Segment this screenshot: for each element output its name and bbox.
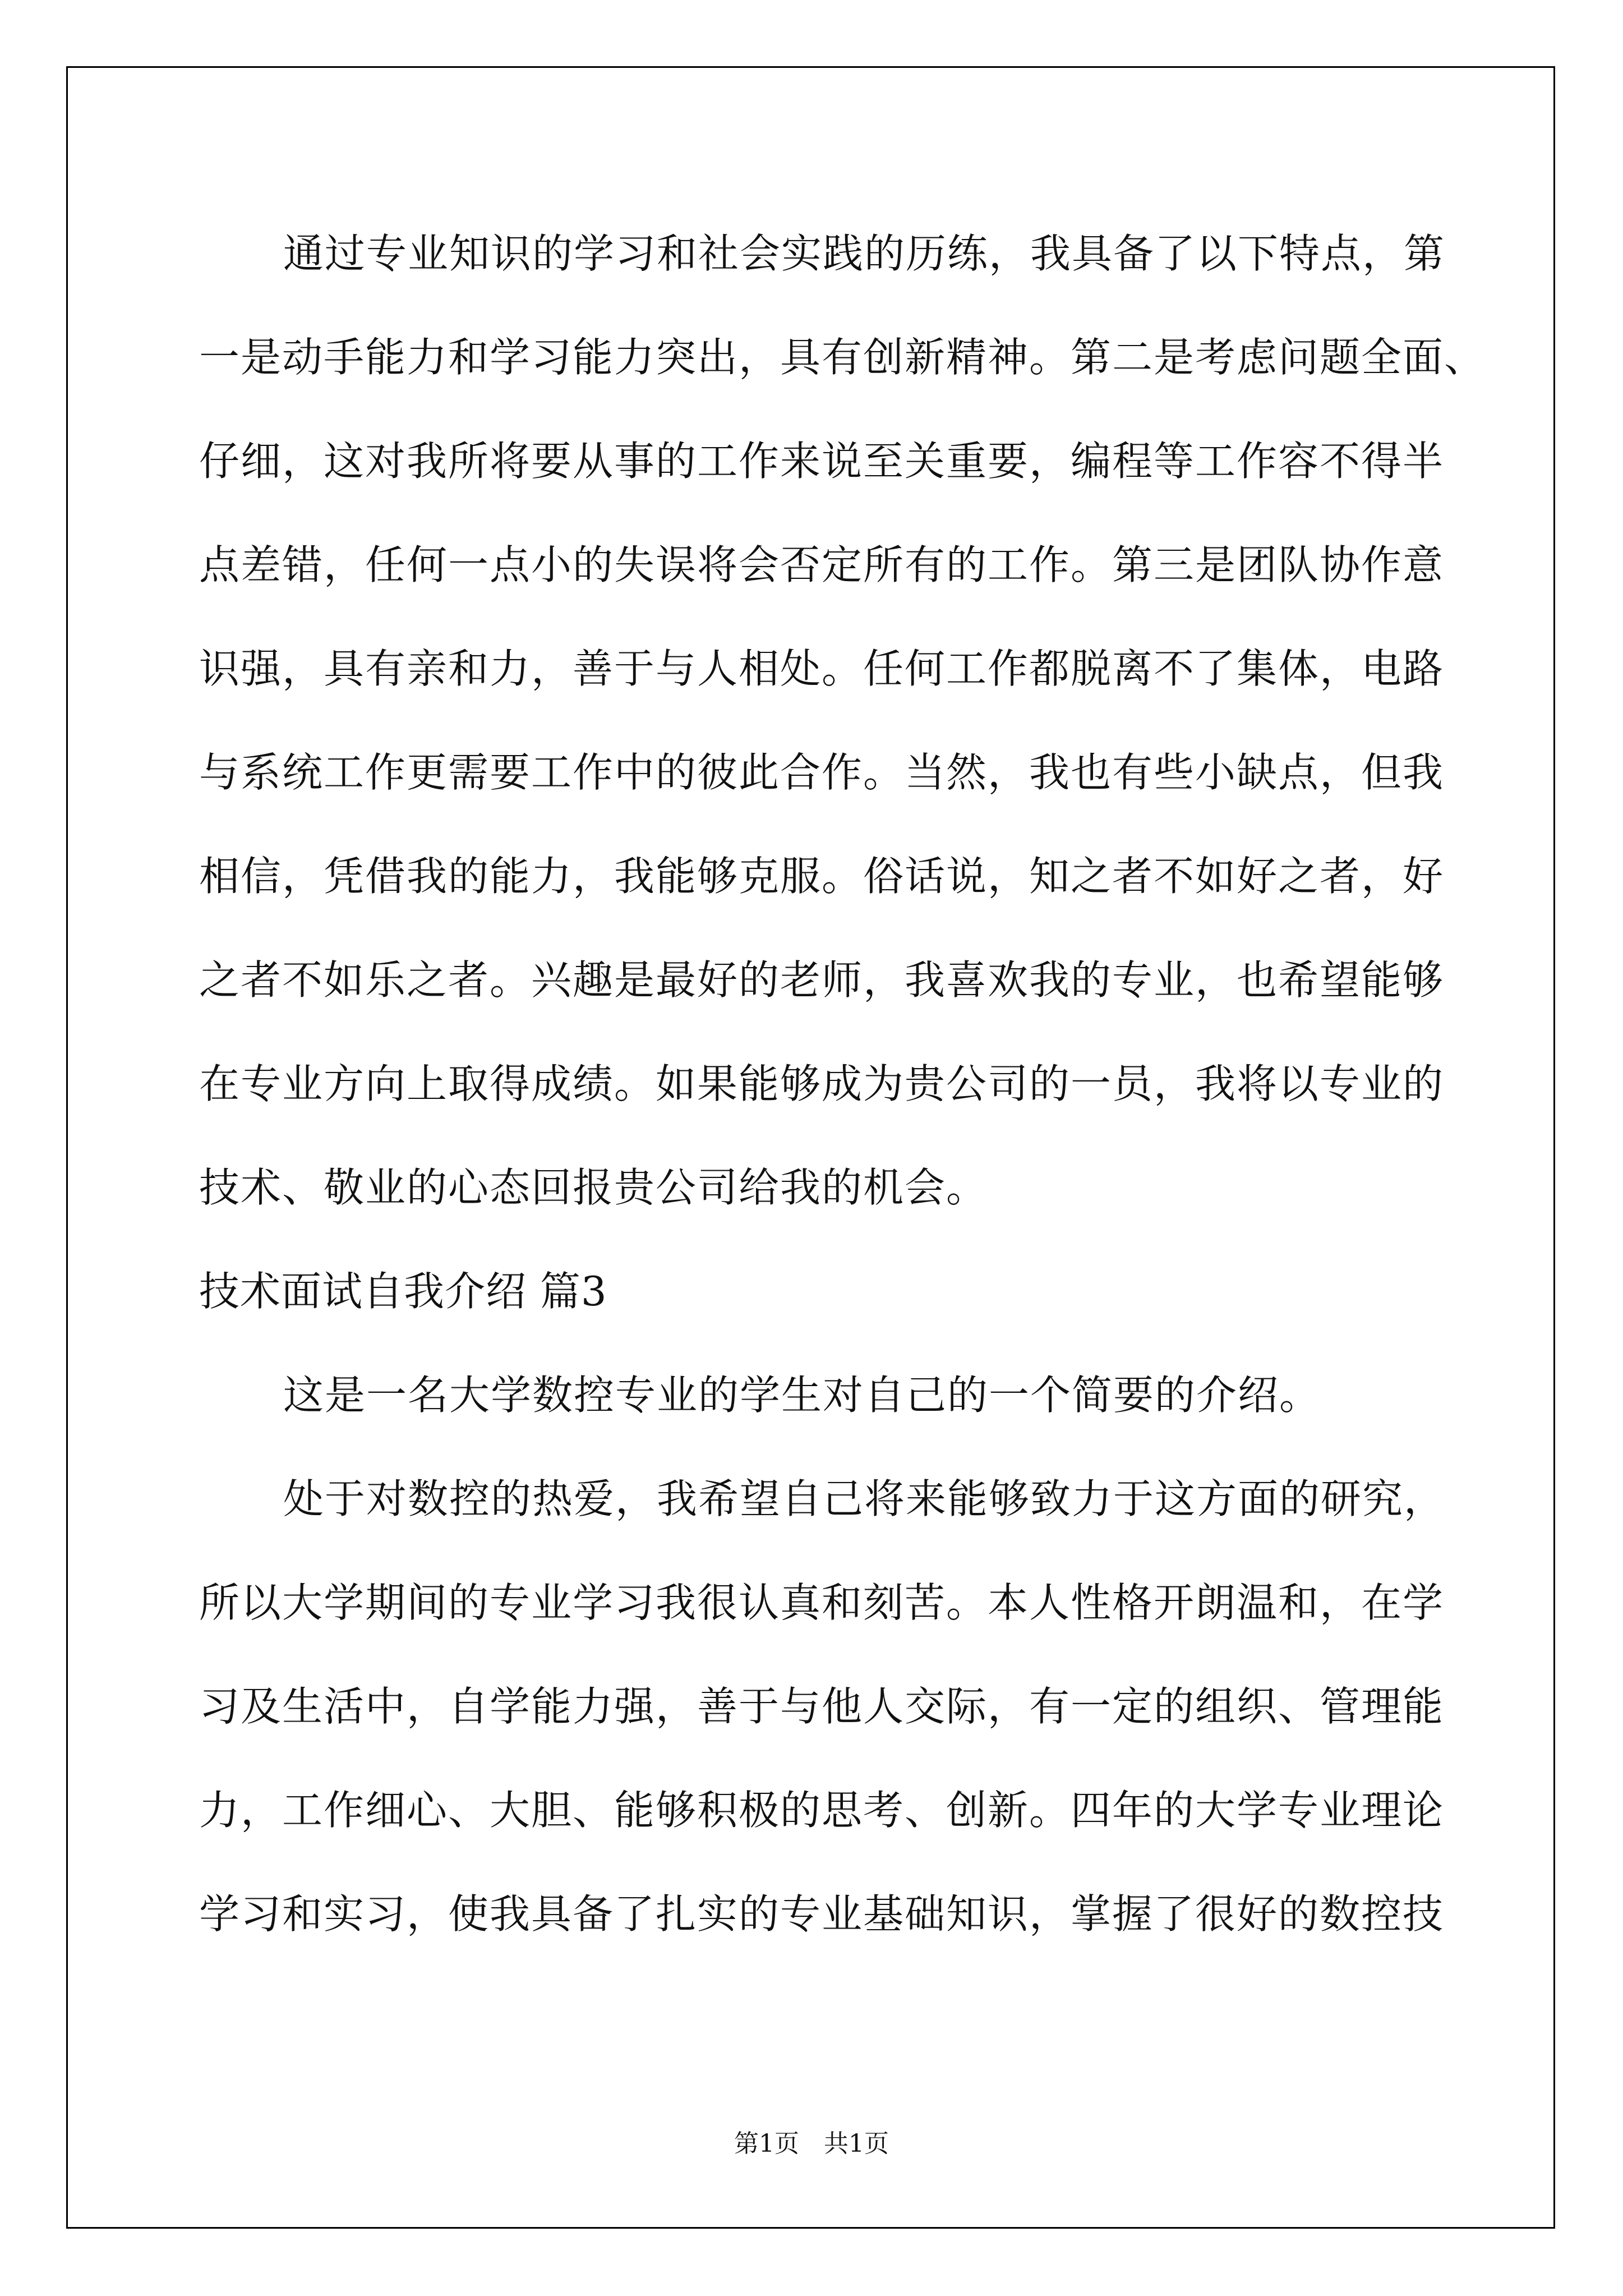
text-line: 仔细，这对我所将要从事的工作来说至关重要，编程等工作容不得半 bbox=[199, 438, 1445, 485]
text-line: 通过专业知识的学习和社会实践的历练，我具备了以下特点，第 bbox=[283, 230, 1446, 277]
text-line: 学习和实习，使我具备了扎实的专业基础知识，掌握了很好的数控技 bbox=[199, 1890, 1445, 1938]
text-line: 技术、敬业的心态回报贵公司给我的机会。 bbox=[199, 1164, 988, 1211]
text-line: 在专业方向上取得成绩。如果能够成为贵公司的一员，我将以专业的 bbox=[199, 1060, 1445, 1107]
text-line: 一是动手能力和学习能力突出，具有创新精神。第二是考虑问题全面、 bbox=[199, 334, 1486, 381]
text-line: 相信，凭借我的能力，我能够克服。俗话说，知之者不如好之者，好 bbox=[199, 853, 1445, 900]
text-line: 力，工作细心、大胆、能够积极的思考、创新。四年的大学专业理论 bbox=[199, 1787, 1445, 1834]
text-line: 这是一名大学数控专业的学生对自己的一个简要的介绍。 bbox=[283, 1372, 1321, 1419]
page-number: 第1页 共1页 bbox=[734, 2129, 889, 2158]
document-body bbox=[199, 202, 1486, 1966]
text-line: 之者不如乐之者。兴趣是最好的老师，我喜欢我的专业，也希望能够 bbox=[199, 956, 1445, 1004]
text-line: 点差错，任何一点小的失误将会否定所有的工作。第三是团队协作意 bbox=[199, 541, 1445, 588]
text-line: 习及生活中，自学能力强，善于与他人交际，有一定的组织、管理能 bbox=[199, 1683, 1445, 1730]
section-heading: 技术面试自我介绍 篇3 bbox=[199, 1268, 607, 1315]
text-line: 所以大学期间的专业学习我很认真和刻苦。本人性格开朗温和，在学 bbox=[199, 1579, 1445, 1626]
text-line: 识强，具有亲和力，善于与人相处。任何工作都脱离不了集体，电路 bbox=[199, 645, 1445, 692]
text-line: 处于对数控的热爱，我希望自己将来能够致力于这方面的研究， bbox=[283, 1475, 1446, 1522]
text-line: 与系统工作更需要工作中的彼此合作。当然，我也有些小缺点，但我 bbox=[199, 749, 1445, 796]
